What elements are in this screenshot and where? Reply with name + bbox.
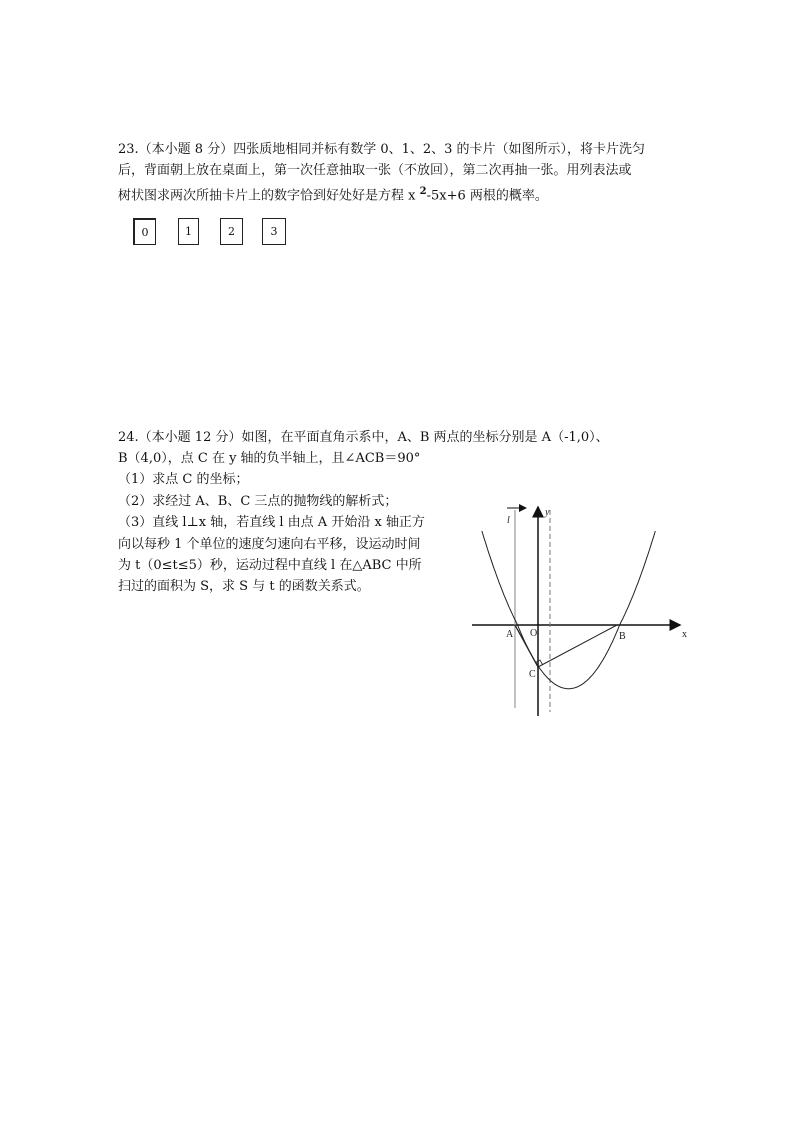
card-2: 2 (220, 218, 243, 245)
label-y: y (545, 507, 550, 518)
q23-line-3-pre: 树状图求两次所抽卡片上的数字恰到好处好是方程 x (118, 188, 420, 204)
label-a: A (506, 629, 514, 640)
q23-line-2: 后，背面朝上放在桌面上，第一次任意抽取一张（不放回），第二次再抽一张。用列表法或 (118, 163, 632, 178)
label-c: C (529, 669, 536, 680)
q23-line-3-post: -5x+6 两根的概率。 (426, 188, 548, 204)
parabola-curve (482, 531, 655, 689)
card-3: 3 (262, 218, 286, 245)
q23-line-1: 23.（本小题 8 分）四张质地相同并标有数学 0、1、2、3 的卡片（如图所示），将卡片洗匀 (118, 142, 646, 157)
q24-line-4: （2）求经过 A、B、C 三点的抛物线的解析式； (118, 494, 398, 509)
exponent: 2 (419, 186, 427, 197)
q24-line-1: 24.（本小题 12 分）如图，在平面直角示系中，A、B 两点的坐标分别是 A（-1,0）、 (118, 430, 609, 445)
label-l: l (507, 515, 510, 526)
label-x: x (682, 629, 687, 640)
q24-line-7: 为 t（0≤t≤5）秒，运动过程中直线 l 在△ABC 中所 (118, 558, 422, 573)
q24-line-3: （1）求点 C 的坐标； (118, 472, 249, 487)
q24-line-5: （3）直线 l⊥x 轴，若直线 l 由点 A 开始沿 x 轴正方 (118, 515, 425, 530)
label-b: B (619, 631, 626, 642)
q24-line-2: B（4,0），点 C 在 y 轴的负半轴上，且∠ACB＝90° (118, 451, 421, 466)
q24-line-6: 向以每秒 1 个单位的速度匀速向右平移，设运动时间 (118, 537, 421, 552)
q24-line-8: 扫过的面积为 S，求 S 与 t 的函数关系式。 (118, 579, 370, 594)
card-0: 0 (133, 218, 156, 245)
label-o: O (530, 628, 538, 639)
card-1: 1 (178, 218, 199, 245)
